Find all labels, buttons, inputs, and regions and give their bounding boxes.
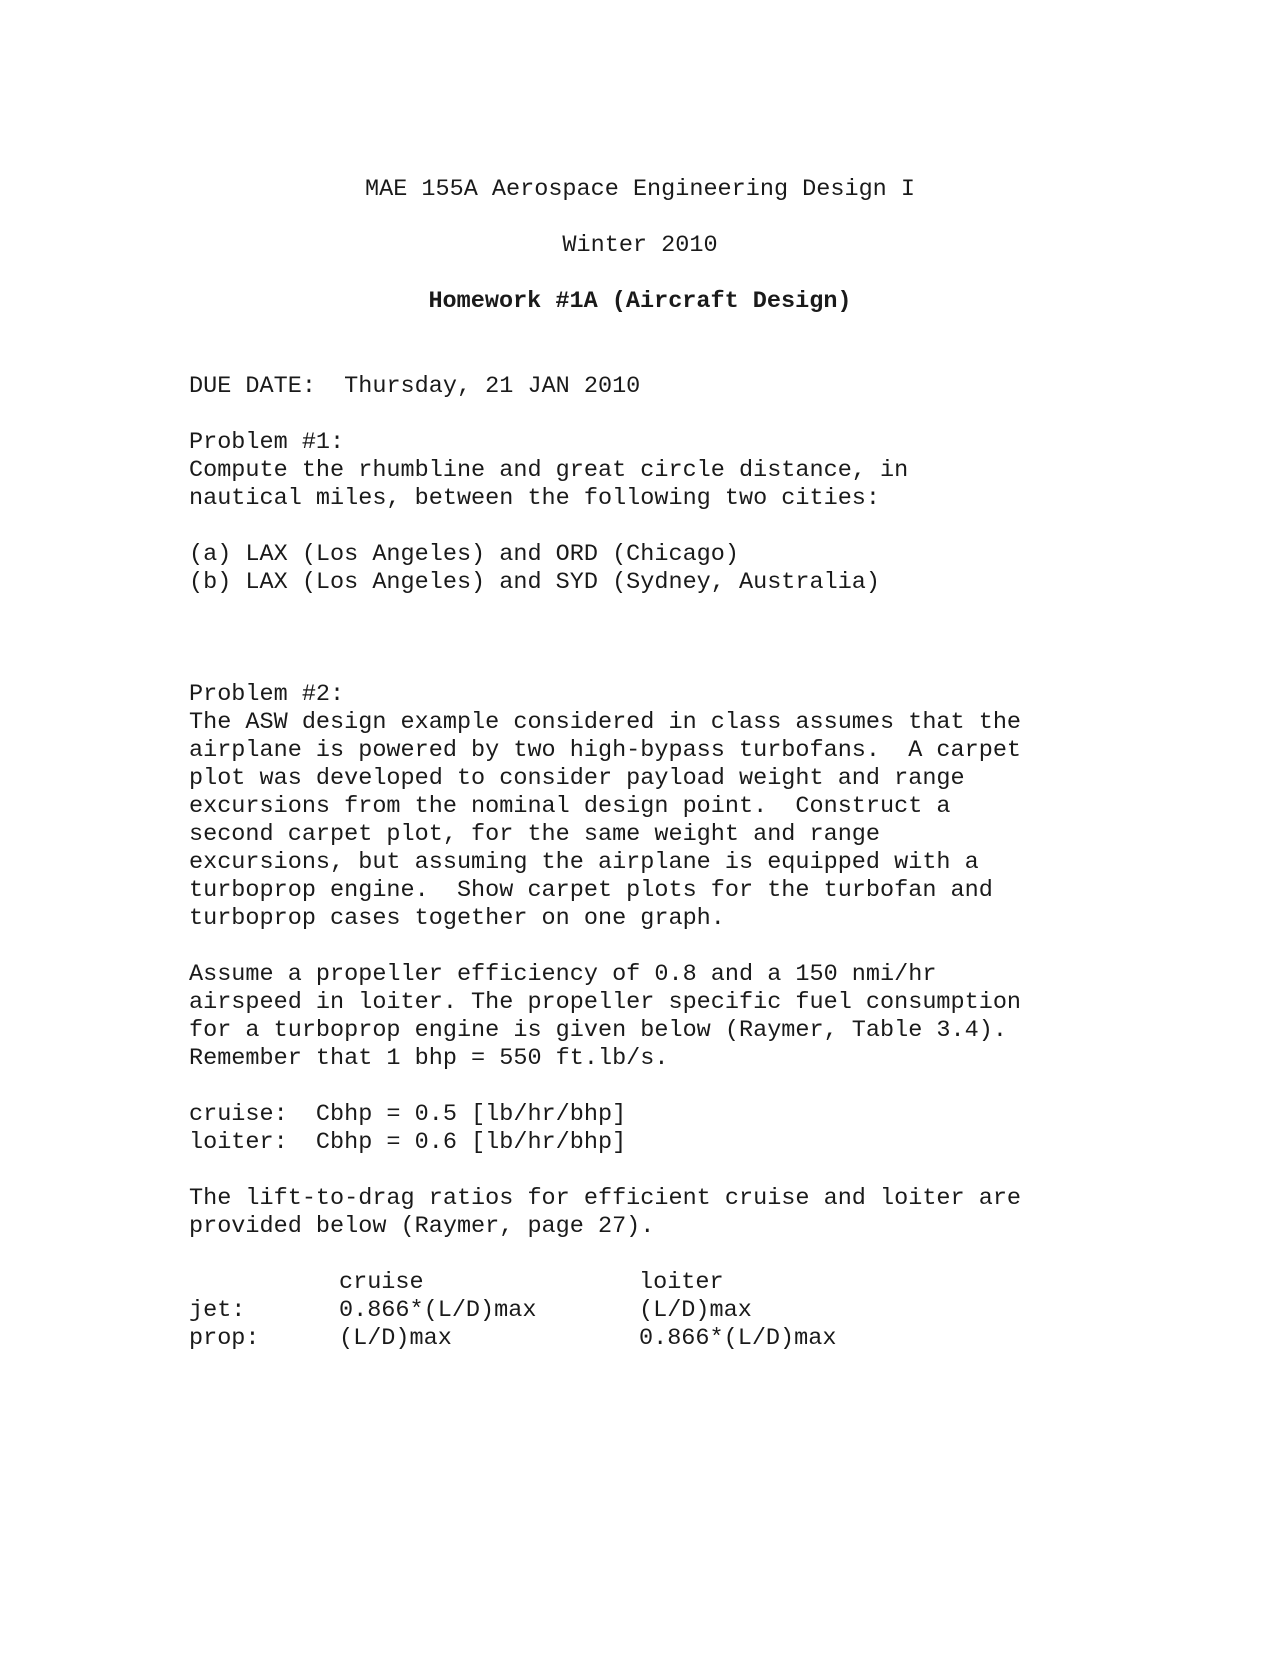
problem1-text-line: nautical miles, between the following two cities: [189, 485, 881, 512]
problem2-para1-line: excursions, but assuming the airplane is equipped with a [189, 849, 979, 876]
sfc-cruise-line: cruise: Cbhp = 0.5 [lb/hr/bhp] [189, 1101, 627, 1128]
problem2-para2-line: airspeed in loiter. The propeller specific fuel consumption [189, 989, 1022, 1016]
problem2-para1-line: The ASW design example considered in class assumes that the [189, 709, 1022, 736]
due-date-value: Thursday, 21 JAN 2010 [344, 373, 641, 400]
problem2-para1-line: airplane is powered by two high-bypass turbofans. A carpet [189, 737, 1022, 764]
problem2-para1-line: second carpet plot, for the same weight and range [189, 821, 881, 848]
problem2-title: Problem #2: [189, 681, 345, 708]
problem2-para1-line: plot was developed to consider payload weight and range [189, 765, 965, 792]
table-row-label-jet: jet: [189, 1297, 246, 1324]
problem1-text-line: Compute the rhumbline and great circle distance, in [189, 457, 909, 484]
problem2-para1-line: turboprop cases together on one graph. [189, 905, 725, 932]
table-header-loiter: loiter [639, 1269, 724, 1296]
problem2-para2-line: for a turboprop engine is given below (Raymer, Table 3.4). [189, 1017, 1007, 1044]
table-cell-jet-cruise: 0.866*(L/D)max [339, 1297, 537, 1324]
problem2-para1-line: turboprop engine. Show carpet plots for the turbofan and [189, 877, 993, 904]
due-date-line [189, 373, 640, 401]
problem1-title: Problem #1: [189, 429, 345, 456]
table-header-cruise: cruise [339, 1269, 424, 1296]
table-cell-prop-cruise: (L/D)max [339, 1325, 452, 1352]
assignment-title: Homework #1A (Aircraft Design) [428, 288, 852, 315]
course-title: MAE 155A Aerospace Engineering Design I [365, 176, 915, 203]
problem2-para2-line: Assume a propeller efficiency of 0.8 and a 150 nmi/hr [189, 961, 937, 988]
problem2-para3-line: provided below (Raymer, page 27). [189, 1213, 655, 1240]
problem1-item-a: (a) LAX (Los Angeles) and ORD (Chicago) [189, 541, 739, 568]
due-date-label: DUE DATE: [189, 373, 316, 400]
table-cell-prop-loiter: 0.866*(L/D)max [639, 1325, 837, 1352]
problem2-para1-line: excursions from the nominal design point. Construct a [189, 793, 951, 820]
term: Winter 2010 [562, 232, 718, 259]
problem2-para2-line: Remember that 1 bhp = 550 ft.lb/s. [189, 1045, 669, 1072]
table-cell-jet-loiter: (L/D)max [639, 1297, 752, 1324]
table-row-label-prop: prop: [189, 1325, 260, 1352]
problem1-item-b: (b) LAX (Los Angeles) and SYD (Sydney, Australia) [189, 569, 881, 596]
problem2-para3-line: The lift-to-drag ratios for efficient cruise and loiter are [189, 1185, 1022, 1212]
sfc-loiter-line: loiter: Cbhp = 0.6 [lb/hr/bhp] [189, 1129, 627, 1156]
